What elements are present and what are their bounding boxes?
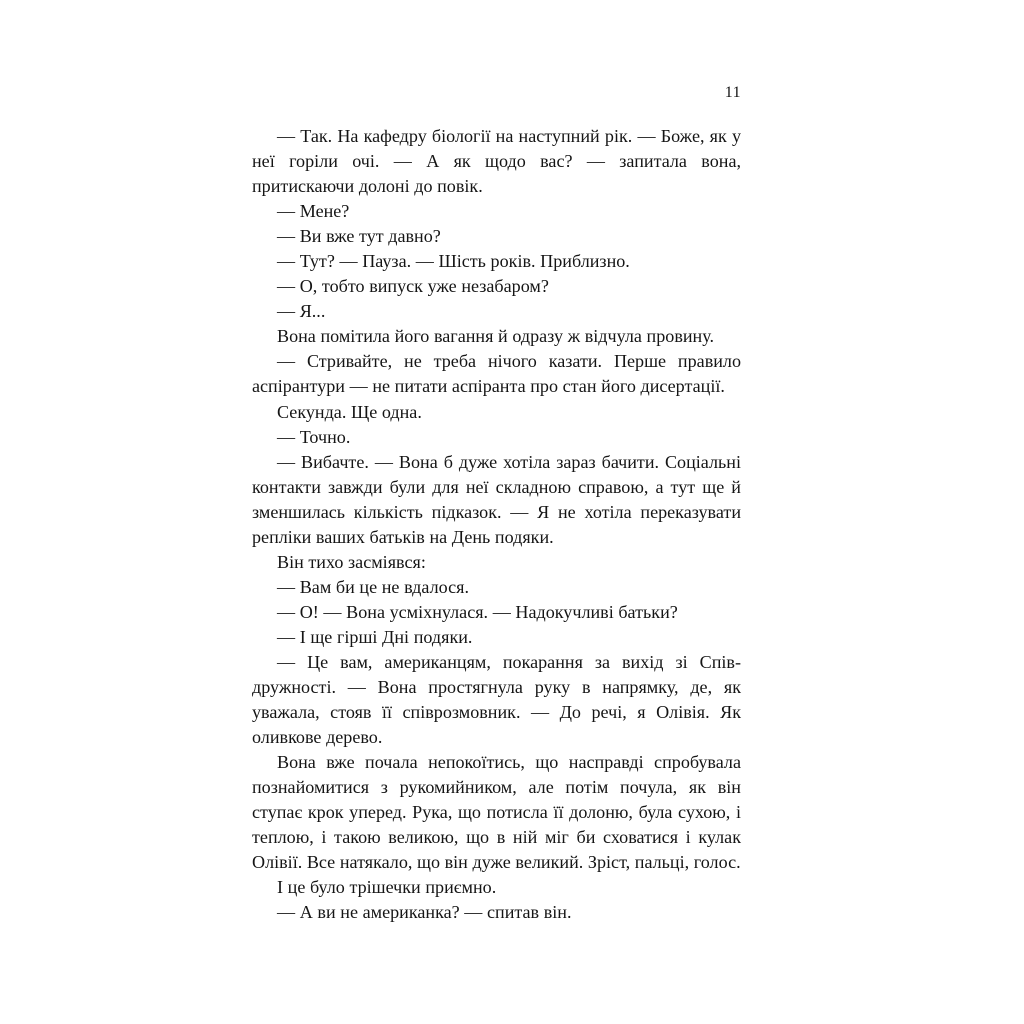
paragraph: — А ви не американка? — спитав він. — [277, 902, 572, 923]
paragraph: — Точно. — [277, 426, 351, 447]
folio-row — [252, 84, 741, 102]
paragraph: — Так. На кафедру біології на наступний рік. — Боже, як у неї горіли очі. — А як щодо вас? — запитала вона, притискаючи долоні до повік. — [252, 126, 741, 197]
paragraph: Вона вже почала непокоїтись, що насправді спробувала познайомитися з рукомийником, але потім почула, як він ступає крок уперед. Рука, що потисла її долоню, була сухою, і теплою, і такою великою, що в ній міг би сховатися і кулак Олівії. Все натякало, що він дуже великий. Зріст, пальці, голос. — [252, 752, 741, 873]
paragraph: Секунда. Ще одна. — [277, 401, 422, 422]
paragraph: — І ще гірші Дні подяки. — [277, 626, 473, 647]
paragraph: Вона помітила його вагання й одразу ж відчула провину. — [277, 326, 714, 347]
body-text-block — [252, 124, 741, 926]
paragraph: І це було трішечки приємно. — [277, 877, 497, 898]
paragraph: — Це вам, американцям, покарання за вихід зі Співдружності. — Вона простягнула руку в напрямку, де, як уважала, стояв її співрозмовник. — До речі, я Олівія. Як оливкове дерево. — [252, 651, 741, 748]
paragraph: — О, тобто випуск уже незабаром? — [277, 276, 549, 297]
page-number: 11 — [724, 84, 741, 101]
paragraph: — О! — Вона усміхнулася. — Надокучливі батьки? — [277, 601, 678, 622]
paragraph: — Вам би це не вдалося. — [277, 576, 469, 597]
paragraph: — Мене? — [277, 201, 350, 222]
paragraph: — Вибачте. — Вона б дуже хотіла зараз бачити. Соціальні контакти завжди були для неї складною справою, а тут ще й зменшилась кількість підказок. — Я не хотіла переказувати репліки ваших батьків на День подяки. — [252, 451, 741, 547]
paragraph: — Стривайте, не треба нічого казати. Перше правило аспірантури — не питати аспіранта про стан його дисертації. — [252, 351, 741, 397]
paragraph: — Тут? — Пауза. — Шість років. Приблизно. — [277, 251, 630, 272]
paragraph: Він тихо засміявся: — [277, 551, 426, 572]
paragraph: — Я... — [277, 301, 326, 322]
paragraph: — Ви вже тут давно? — [277, 226, 441, 247]
